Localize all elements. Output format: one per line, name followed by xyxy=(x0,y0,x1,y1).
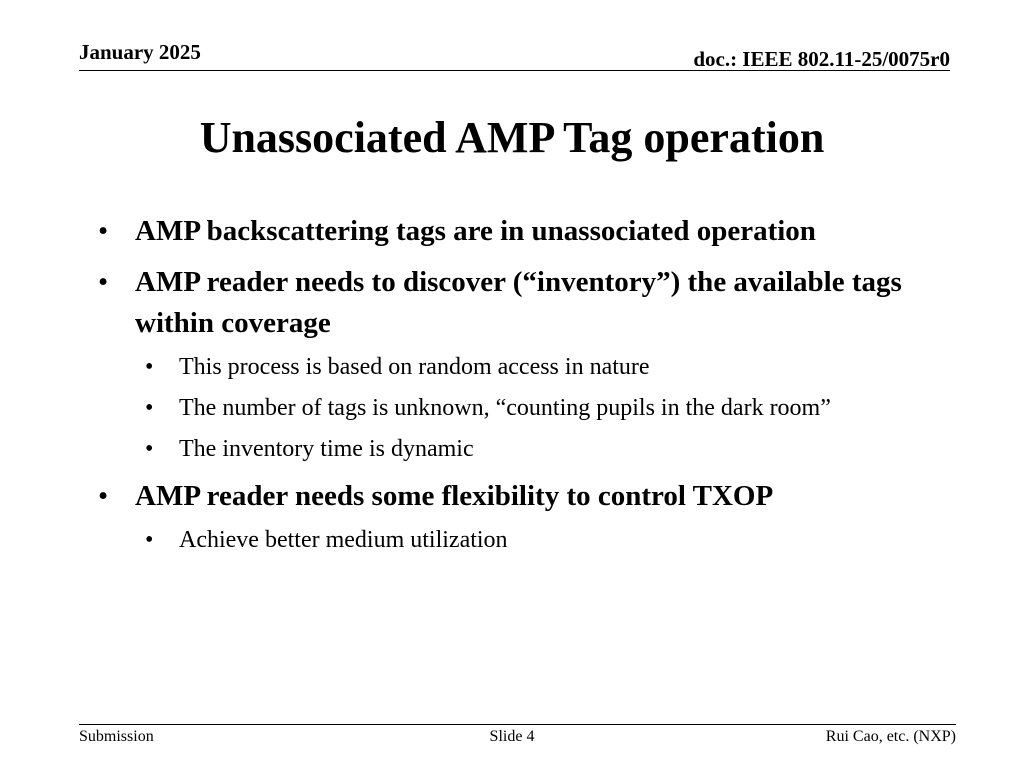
footer-submission: Submission xyxy=(79,728,154,745)
header-divider xyxy=(79,70,950,71)
bullet-3-text: AMP reader needs some flexibility to control TXOP xyxy=(135,480,774,512)
sub-bullet-2-3 xyxy=(145,434,969,464)
bullet-1 xyxy=(98,211,955,252)
slide-title: Unassociated AMP Tag operation xyxy=(199,113,825,162)
footer-divider xyxy=(79,724,956,725)
bullet-marker: • xyxy=(98,266,109,298)
sub-bullet-2-2 xyxy=(145,393,969,423)
sub-bullet-3-1-text: Achieve better medium utilization xyxy=(179,527,508,553)
bullet-marker: • xyxy=(98,480,109,512)
sub-bullet-2-1 xyxy=(145,352,969,382)
bullet-3 xyxy=(98,476,955,517)
sub-bullet-3-1 xyxy=(145,525,969,555)
header-doc-id: doc.: IEEE 802.11-25/0075r0 xyxy=(693,47,950,71)
bullet-1-text: AMP backscattering tags are in unassociated operation xyxy=(135,215,816,247)
footer-author: Rui Cao, etc. (NXP) xyxy=(825,728,956,745)
header-date: January 2025 xyxy=(79,40,201,64)
sub-bullet-2-1-text: This process is based on random access in nature xyxy=(179,354,650,380)
footer-slide-number: Slide 4 xyxy=(489,728,535,745)
sub-bullet-2-2-text: The number of tags is unknown, “counting pupils in the dark room” xyxy=(179,395,831,421)
sub-bullet-marker: • xyxy=(145,527,154,553)
bullet-marker: • xyxy=(98,215,109,247)
sub-bullet-marker: • xyxy=(145,395,154,421)
sub-bullet-2-3-text: The inventory time is dynamic xyxy=(179,436,474,462)
sub-bullet-marker: • xyxy=(145,354,154,380)
bullet-2 xyxy=(98,262,955,344)
bullet-2-text: AMP reader needs to discover (“inventory”) the available tags within coverage xyxy=(135,266,902,339)
sub-bullet-marker: • xyxy=(145,436,154,462)
